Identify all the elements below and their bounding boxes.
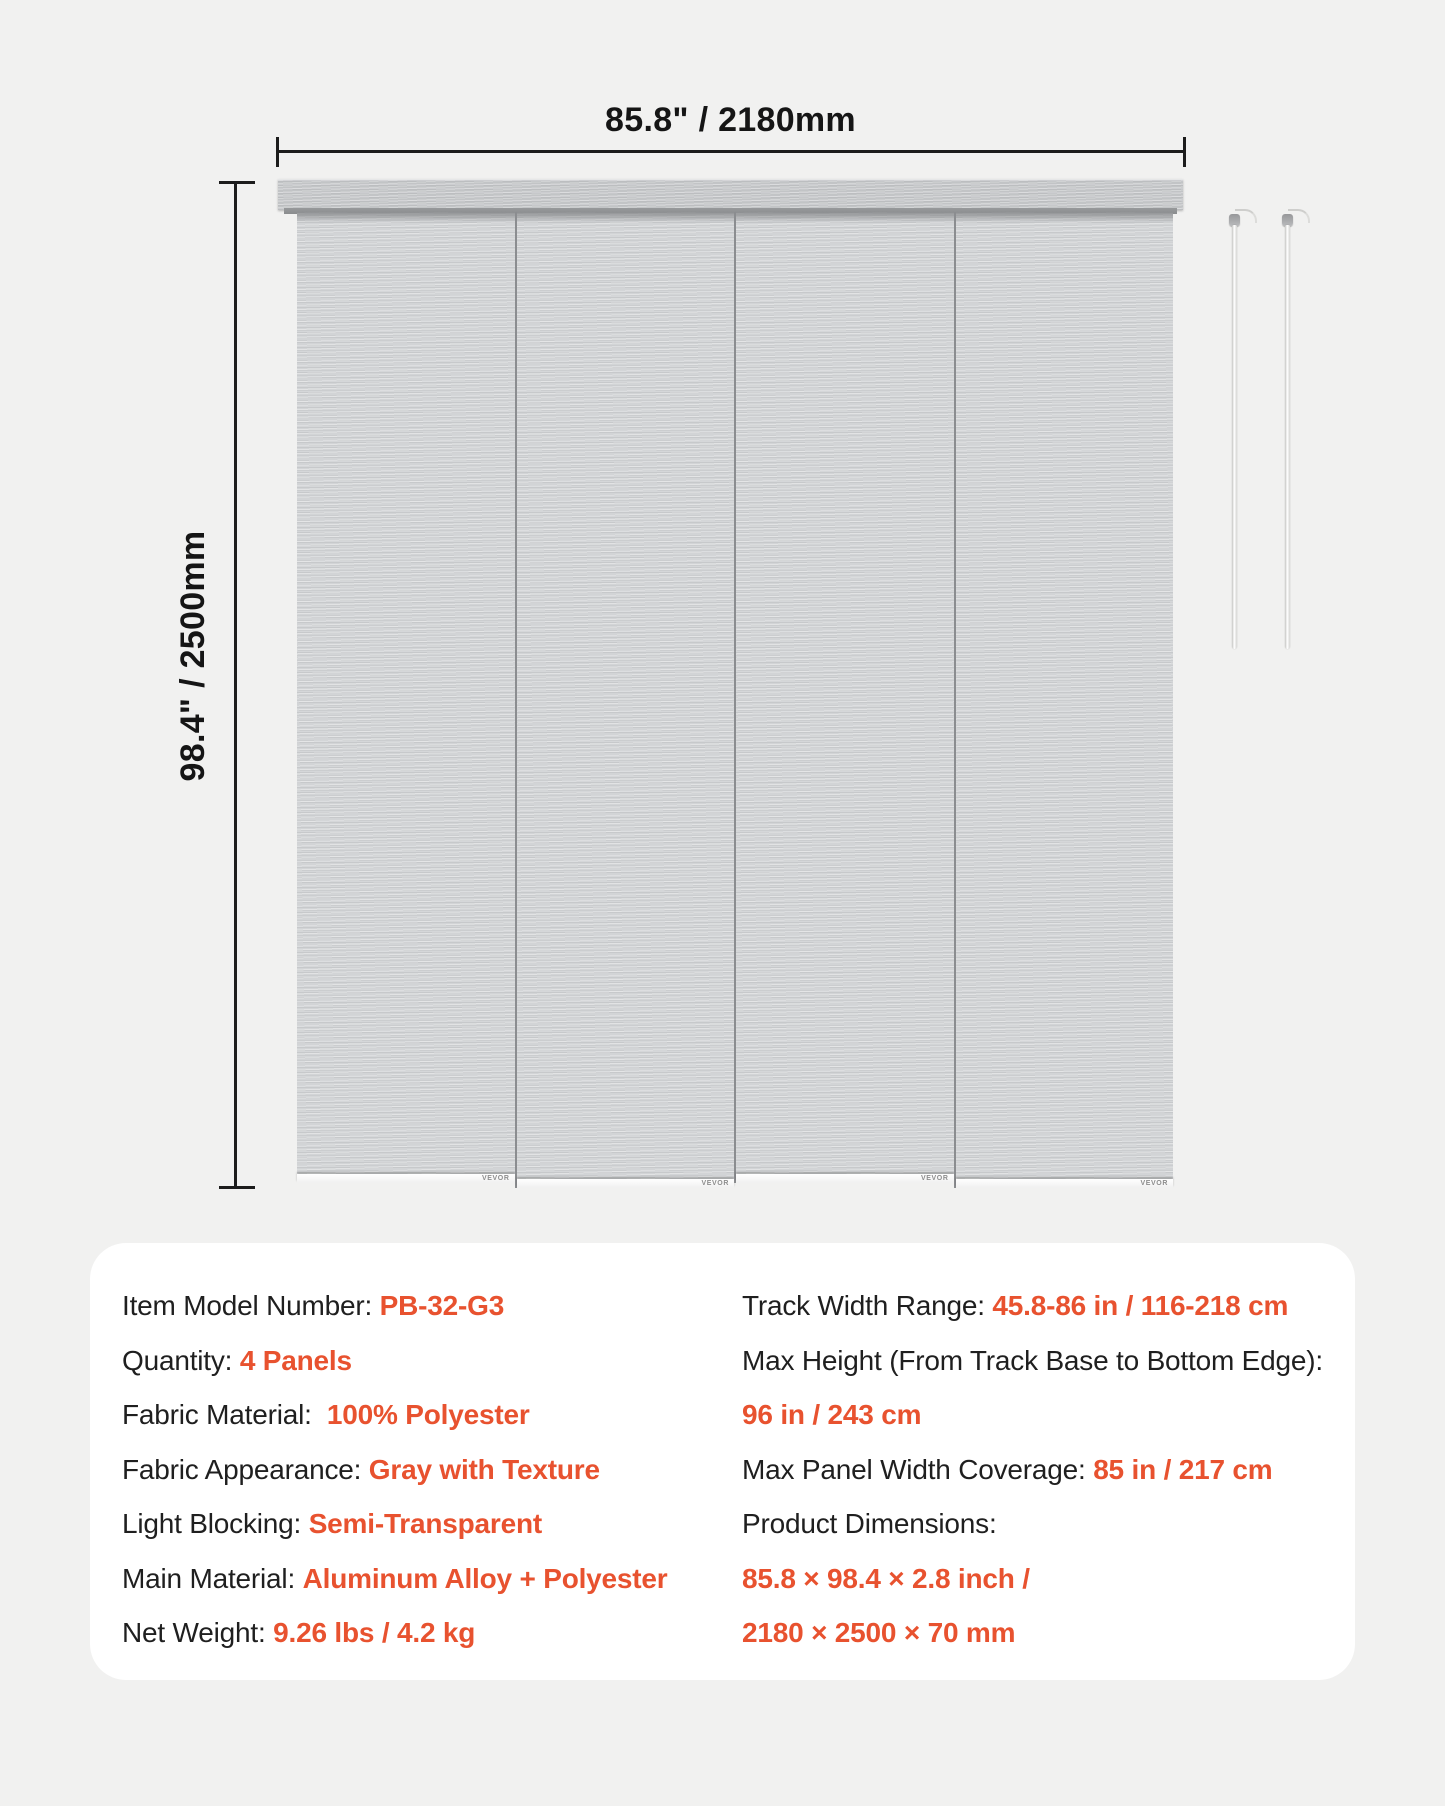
spec-label: Quantity: [122, 1344, 240, 1376]
spec-label: Max Panel Width Coverage: [742, 1453, 1094, 1485]
blinds-panel-4 [954, 212, 1174, 1188]
brand-label: VEVOR [1140, 1180, 1168, 1187]
spec-row-quantity [122, 1334, 667, 1389]
spec-row-max-height-value [742, 1388, 1323, 1443]
spec-row-max-height-label [742, 1334, 1323, 1389]
spec-value: PB-32-G3 [379, 1290, 505, 1322]
panel-bottom-rail [517, 1179, 735, 1188]
spec-row-fabric-material [122, 1388, 667, 1443]
spec-row-product-dimensions-mm [742, 1606, 1323, 1661]
panel-bottom-rail [297, 1174, 515, 1183]
blinds-panels [297, 212, 1173, 1188]
blinds-panel-2 [515, 212, 735, 1188]
blinds-panel-1 [297, 212, 515, 1183]
blinds-panel-3 [734, 212, 954, 1183]
spec-value: Aluminum Alloy + Polyester [302, 1562, 668, 1594]
spec-row-light-blocking [122, 1497, 667, 1552]
spec-label: Item Model Number: [122, 1290, 380, 1322]
wand-rod [1285, 225, 1290, 649]
spec-column-left [122, 1279, 667, 1661]
brand-label: VEVOR [701, 1180, 729, 1187]
spec-row-item-model-number [122, 1279, 667, 1334]
spec-row-product-dimensions-label [742, 1497, 1323, 1552]
spec-label: Max Height (From Track Base to Bottom Edge): [742, 1344, 1323, 1376]
spec-value: Gray with Texture [368, 1453, 600, 1485]
spec-value: 45.8-86 in / 116-218 cm [992, 1290, 1289, 1322]
control-wand-1 [1222, 206, 1266, 652]
height-dimension-line [219, 181, 255, 1189]
spec-row-net-weight [122, 1606, 667, 1661]
width-dimension-label: 85.8" / 2180mm [605, 101, 856, 139]
spec-label: Track Width Range: [742, 1290, 993, 1322]
spec-row-fabric-appearance [122, 1443, 667, 1498]
spec-value: 2180 × 2500 × 70 mm [742, 1617, 1016, 1649]
spec-row-product-dimensions-inch [742, 1552, 1323, 1607]
spec-value: Semi-Transparent [308, 1508, 543, 1540]
spec-label: Fabric Appearance: [122, 1453, 369, 1485]
spec-value: 85 in / 217 cm [1093, 1453, 1273, 1485]
panel-bottom-rail [736, 1174, 954, 1183]
spec-label: Main Material: [122, 1562, 303, 1594]
width-dimension-line [276, 137, 1186, 167]
control-wand-2 [1275, 206, 1319, 652]
blinds-headrail [278, 179, 1183, 210]
spec-value: 100% Polyester [326, 1399, 530, 1431]
spec-value: 85.8 × 98.4 × 2.8 inch / [742, 1562, 1030, 1594]
spec-value: 9.26 lbs / 4.2 kg [273, 1617, 476, 1649]
spec-label: Product Dimensions: [742, 1508, 1005, 1540]
panel-bottom-rail [956, 1179, 1174, 1188]
spec-label: Net Weight: [122, 1617, 274, 1649]
spec-value: 4 Panels [239, 1344, 352, 1376]
spec-row-max-panel-width [742, 1443, 1323, 1498]
spec-row-main-material [122, 1552, 667, 1607]
spec-column-right [742, 1279, 1323, 1661]
brand-label: VEVOR [920, 1175, 949, 1182]
spec-label: Light Blocking: [122, 1508, 309, 1540]
spec-row-track-width-range [742, 1279, 1323, 1334]
spec-label: Fabric Material: [122, 1399, 327, 1431]
spec-card [90, 1243, 1355, 1680]
height-dimension-label: 98.4" / 2500mm [174, 530, 212, 782]
spec-value: 96 in / 243 cm [742, 1399, 922, 1431]
wand-rod [1232, 225, 1237, 649]
brand-label: VEVOR [481, 1175, 510, 1182]
